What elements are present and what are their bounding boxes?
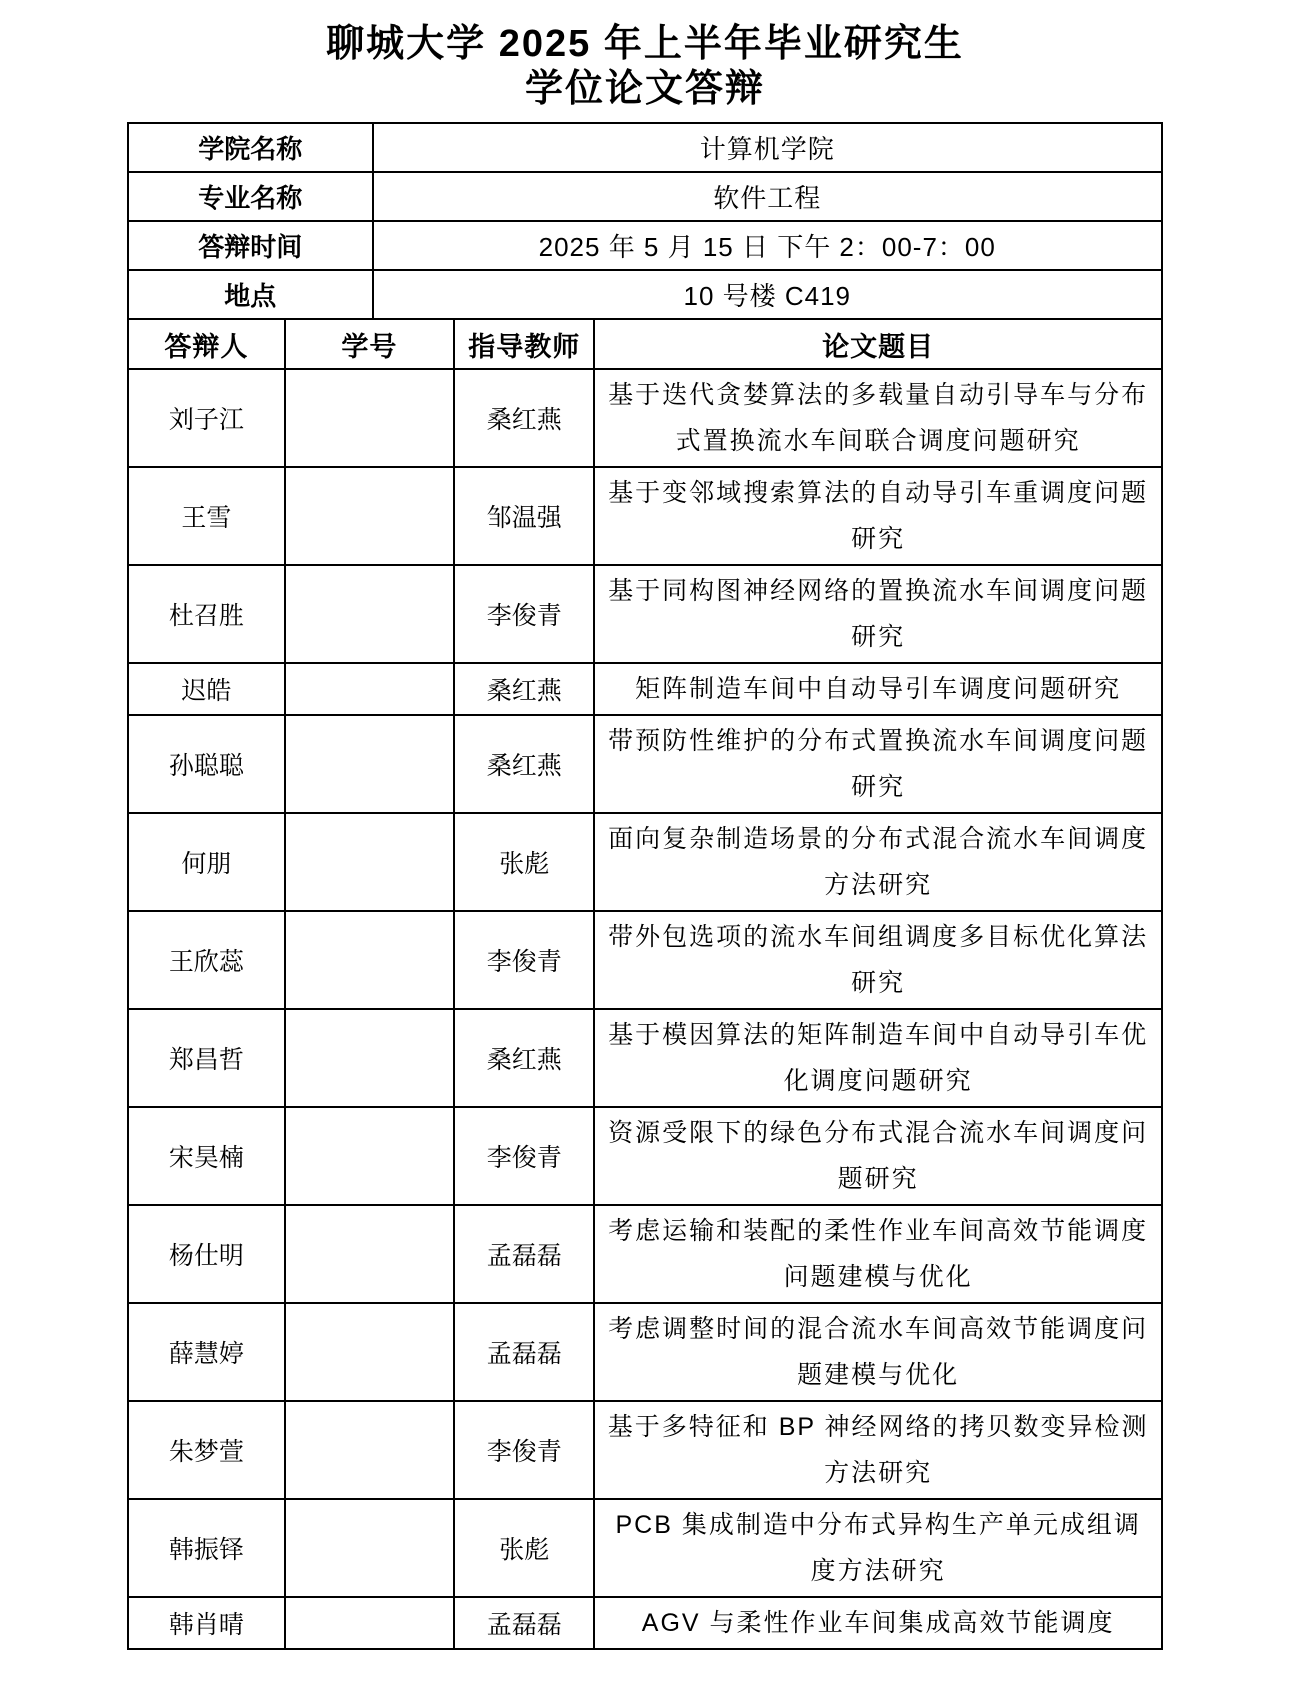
thesis-title: 矩阵制造车间中自动导引车调度问题研究 <box>593 664 1161 714</box>
advisor-name: 张彪 <box>453 814 593 910</box>
info-value: 2025 年 5 月 15 日 下午 2：00-7：00 <box>372 222 1161 269</box>
table-row <box>129 662 1161 714</box>
info-value: 10 号楼 C419 <box>372 271 1161 318</box>
defender-name: 韩振铎 <box>168 1536 244 1564</box>
page-title-line-2: 学位论文答辩 <box>524 68 765 110</box>
advisor-name: 孟磊磊 <box>453 1206 593 1302</box>
table-row <box>129 1302 1161 1400</box>
column-header-student-id: 学号 <box>284 320 453 368</box>
student-id <box>284 664 453 714</box>
defender-name: 宋昊楠 <box>168 1144 244 1172</box>
defender-name: 刘子江 <box>168 406 244 434</box>
defender-name: 何朋 <box>181 850 232 878</box>
table-row <box>129 714 1161 812</box>
student-id <box>284 1010 453 1106</box>
student-id <box>284 912 453 1008</box>
defender-name: 杨仕明 <box>168 1242 244 1270</box>
advisor-name: 李俊青 <box>453 1402 593 1498</box>
info-value: 软件工程 <box>372 173 1161 220</box>
advisor-name: 桑红燕 <box>453 370 593 466</box>
defender-name: 迟皓 <box>181 677 232 705</box>
advisor-name: 孟磊磊 <box>453 1598 593 1648</box>
info-row <box>129 124 1161 171</box>
advisor-name: 张彪 <box>453 1500 593 1596</box>
thesis-title: 考虑运输和装配的柔性作业车间高效节能调度问题建模与优化 <box>593 1206 1161 1302</box>
document-page <box>0 22 1290 1650</box>
student-id <box>284 1500 453 1596</box>
thesis-title: 基于变邻域搜索算法的自动导引车重调度问题研究 <box>593 468 1161 564</box>
thesis-title: AGV 与柔性作业车间集成高效节能调度 <box>593 1598 1161 1648</box>
defender-name: 杜召胜 <box>168 602 244 630</box>
advisor-name: 邹温强 <box>453 468 593 564</box>
table-row <box>129 1106 1161 1204</box>
student-id <box>284 468 453 564</box>
table-row <box>129 1400 1161 1498</box>
thesis-title: 基于模因算法的矩阵制造车间中自动导引车优化调度问题研究 <box>593 1010 1161 1106</box>
advisor-name: 李俊青 <box>453 566 593 662</box>
defender-name: 郑昌哲 <box>168 1046 244 1074</box>
info-label: 答辩时间 <box>198 232 303 262</box>
column-header-thesis-title: 论文题目 <box>593 320 1161 368</box>
thesis-title: 基于多特征和 BP 神经网络的拷贝数变异检测方法研究 <box>593 1402 1161 1498</box>
table-row <box>129 1204 1161 1302</box>
defender-name: 王雪 <box>181 504 232 532</box>
defender-name: 孙聪聪 <box>168 752 244 780</box>
thesis-title: 基于同构图神经网络的置换流水车间调度问题研究 <box>593 566 1161 662</box>
info-value: 计算机学院 <box>372 124 1161 171</box>
defender-name: 薛慧婷 <box>168 1340 244 1368</box>
thesis-title: 考虑调整时间的混合流水车间高效节能调度问题建模与优化 <box>593 1304 1161 1400</box>
info-label: 学院名称 <box>198 134 303 164</box>
student-id <box>284 1402 453 1498</box>
student-id <box>284 716 453 812</box>
thesis-title: 带预防性维护的分布式置换流水车间调度问题研究 <box>593 716 1161 812</box>
info-label: 地点 <box>224 281 277 311</box>
advisor-name: 李俊青 <box>453 912 593 1008</box>
student-id <box>284 1304 453 1400</box>
student-id <box>284 370 453 466</box>
column-header-advisor: 指导教师 <box>453 320 593 368</box>
advisor-name: 李俊青 <box>453 1108 593 1204</box>
table-row <box>129 812 1161 910</box>
defender-name: 王欣蕊 <box>168 948 244 976</box>
table-row <box>129 1008 1161 1106</box>
thesis-title: 基于迭代贪婪算法的多载量自动引导车与分布式置换流水车间联合调度问题研究 <box>593 370 1161 466</box>
page-title <box>0 22 1290 112</box>
table-row <box>129 910 1161 1008</box>
student-id <box>284 1108 453 1204</box>
info-label: 专业名称 <box>198 183 303 213</box>
defender-name: 朱梦萱 <box>168 1438 244 1466</box>
page-title-line-1: 聊城大学 2025 年上半年毕业研究生 <box>326 23 964 65</box>
table-row <box>129 1498 1161 1596</box>
table-row <box>129 564 1161 662</box>
info-row <box>129 269 1161 318</box>
student-id <box>284 1206 453 1302</box>
student-id <box>284 814 453 910</box>
defender-name: 韩肖晴 <box>168 1611 244 1639</box>
info-row <box>129 171 1161 220</box>
advisor-name: 桑红燕 <box>453 664 593 714</box>
column-header-defender: 答辩人 <box>164 331 249 362</box>
table-row <box>129 1596 1161 1648</box>
table-row <box>129 466 1161 564</box>
thesis-title: 带外包选项的流水车间组调度多目标优化算法研究 <box>593 912 1161 1008</box>
thesis-title: 面向复杂制造场景的分布式混合流水车间调度方法研究 <box>593 814 1161 910</box>
advisor-name: 桑红燕 <box>453 716 593 812</box>
thesis-title: 资源受限下的绿色分布式混合流水车间调度问题研究 <box>593 1108 1161 1204</box>
student-id <box>284 566 453 662</box>
info-row <box>129 220 1161 269</box>
defense-schedule-table <box>127 122 1163 1650</box>
table-header-row <box>129 318 1161 368</box>
thesis-title: PCB 集成制造中分布式异构生产单元成组调度方法研究 <box>593 1500 1161 1596</box>
table-row <box>129 368 1161 466</box>
advisor-name: 桑红燕 <box>453 1010 593 1106</box>
student-id <box>284 1598 453 1648</box>
advisor-name: 孟磊磊 <box>453 1304 593 1400</box>
